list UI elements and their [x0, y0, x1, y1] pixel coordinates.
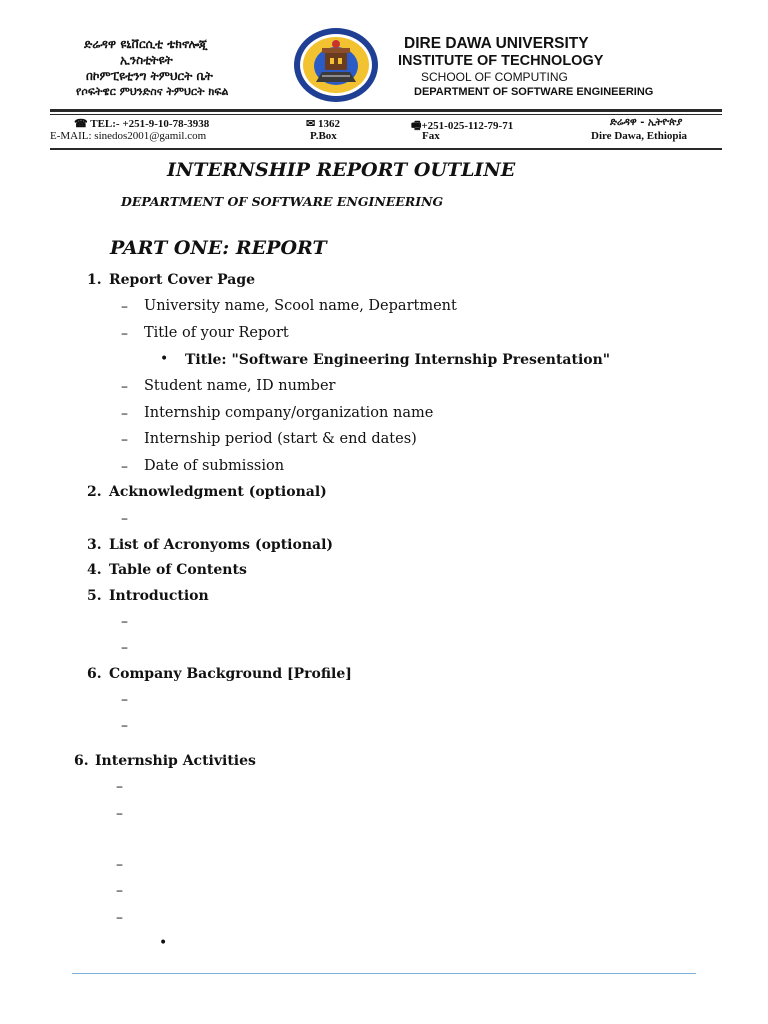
department-name: DEPARTMENT OF SOFTWARE ENGINEERING	[414, 86, 654, 98]
bullet-marker: •	[159, 935, 168, 951]
telephone: ☎ TEL:- +251-9-10-78-3938	[74, 118, 210, 130]
item-6-number: 6.	[87, 666, 102, 682]
fax-label: Fax	[422, 130, 440, 142]
item-1-label: Report Cover Page	[109, 272, 256, 288]
dash-marker: –	[116, 779, 123, 795]
dash-marker: –	[121, 326, 128, 342]
header-second-rule	[50, 114, 722, 115]
document-subtitle: DEPARTMENT OF SOFTWARE ENGINEERING	[121, 194, 444, 209]
cover-subitem-3: Student name, ID number	[144, 378, 336, 394]
title-bullet	[185, 352, 610, 368]
item-6-label: Company Background [Profile]	[109, 666, 352, 682]
university-logo	[292, 26, 380, 104]
dash-marker: –	[121, 459, 128, 475]
dash-marker: –	[121, 718, 128, 734]
dash-marker: –	[121, 640, 128, 656]
item-2-number: 2.	[87, 484, 102, 500]
city-amharic: ድሬዳዋ - ኢትዮጵያ	[610, 117, 683, 128]
dash-marker: –	[116, 857, 123, 873]
city: Dire Dawa, Ethiopia	[591, 130, 688, 142]
item-4-number: 4.	[87, 562, 102, 578]
dash-marker: –	[121, 299, 128, 315]
footer-rule	[72, 973, 696, 974]
cover-subitem-4: Internship company/organization name	[144, 405, 434, 421]
cover-subitem-1: University name, Scool name, Department	[144, 298, 457, 314]
title-bullet-prefix: Title: "	[185, 352, 239, 368]
item-2-label: Acknowledgment (optional)	[109, 484, 327, 500]
bullet-marker: •	[160, 351, 169, 367]
dash-marker: –	[121, 614, 128, 630]
dash-marker: –	[121, 379, 128, 395]
cover-subitem-2: Title of your Report	[144, 325, 289, 341]
cover-subitem-6: Date of submission	[144, 458, 285, 474]
school-name: SCHOOL OF COMPUTING	[421, 70, 568, 84]
email: E-MAIL: sinedos2001@gamil.com	[50, 130, 207, 142]
header-amharic-line-4: የሶፍትዌር ምህንድስና ትምህርት ክፍል	[76, 85, 229, 98]
pobox-number: ✉ 1362	[306, 118, 340, 130]
dash-marker: –	[121, 511, 128, 527]
item-7-label: Internship Activities	[95, 753, 256, 769]
fax-number: 🖷+251-025-112-79-71	[411, 120, 514, 132]
part-heading: PART ONE: REPORT	[110, 237, 327, 259]
dash-marker: –	[121, 406, 128, 422]
dash-marker: –	[116, 806, 123, 822]
contact-rule	[50, 148, 722, 150]
title-bullet-suffix: "	[602, 352, 611, 368]
header-amharic-line-3: በኮምፒዩቲንግ ትምህርት ቤት	[86, 69, 213, 83]
dash-marker: –	[121, 692, 128, 708]
item-4-label: Table of Contents	[109, 562, 247, 578]
item-5-number: 5.	[87, 588, 102, 604]
pobox-label: P.Box	[310, 130, 337, 142]
header-amharic-line-2: ኢንስቲትዩት	[120, 53, 173, 67]
item-3-label: List of Acronyoms (optional)	[109, 537, 334, 553]
item-7-number: 6.	[74, 753, 89, 769]
dash-marker: –	[121, 432, 128, 448]
item-3-number: 3.	[87, 537, 102, 553]
university-name: DIRE DAWA UNIVERSITY	[404, 35, 589, 52]
item-5-label: Introduction	[109, 588, 209, 604]
item-1-number: 1.	[87, 272, 102, 288]
dash-marker: –	[116, 883, 123, 899]
document-title: INTERNSHIP REPORT OUTLINE	[167, 159, 516, 181]
dash-marker: –	[116, 910, 123, 926]
institute-name: INSTITUTE OF TECHNOLOGY	[398, 53, 604, 69]
title-bullet-value: Software Engineering Internship Presentation	[238, 352, 603, 368]
header-top-rule	[50, 109, 722, 112]
cover-subitem-5: Internship period (start & end dates)	[144, 431, 417, 447]
header-amharic-line-1: ድሬዳዋ ዩኒቨርሲቲ ቴክኖሎጂ	[84, 37, 208, 51]
